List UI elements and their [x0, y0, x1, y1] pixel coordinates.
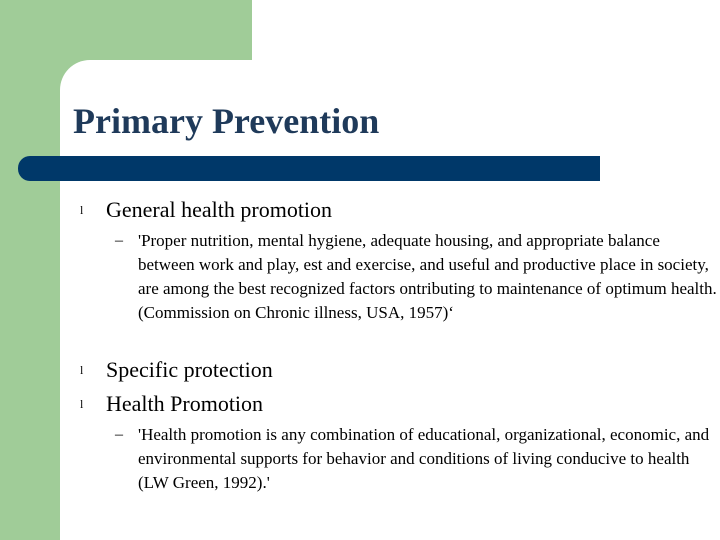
sub-bullet-marker: –: [115, 232, 123, 249]
bullet-marker: l: [80, 203, 84, 217]
bullet-marker: l: [80, 397, 84, 411]
bullet-general-health-promotion: General health promotion: [106, 197, 333, 222]
quote-commission-chronic-illness: 'Proper nutrition, mental hygiene, adequate housing, and appropriate balance between work and play, est and exercise, and useful and productive place in society, are among the best recognized factors ontributing to maintenance of optimum health.(Commission on Chronic illness, USA, 1957)‘: [138, 231, 717, 322]
quote-lw-green: 'Health promotion is any combination of educational, organizational, economic, and environmental supports for behavior and conditions of living conducive to health (LW Green, 1992).': [138, 425, 710, 492]
sub-bullet-marker: –: [115, 426, 123, 443]
slide-title: Primary Prevention: [73, 101, 380, 141]
bullet-marker: l: [80, 363, 84, 377]
bullet-health-promotion: Health Promotion: [106, 391, 264, 416]
bullet-specific-protection: Specific protection: [106, 357, 273, 382]
